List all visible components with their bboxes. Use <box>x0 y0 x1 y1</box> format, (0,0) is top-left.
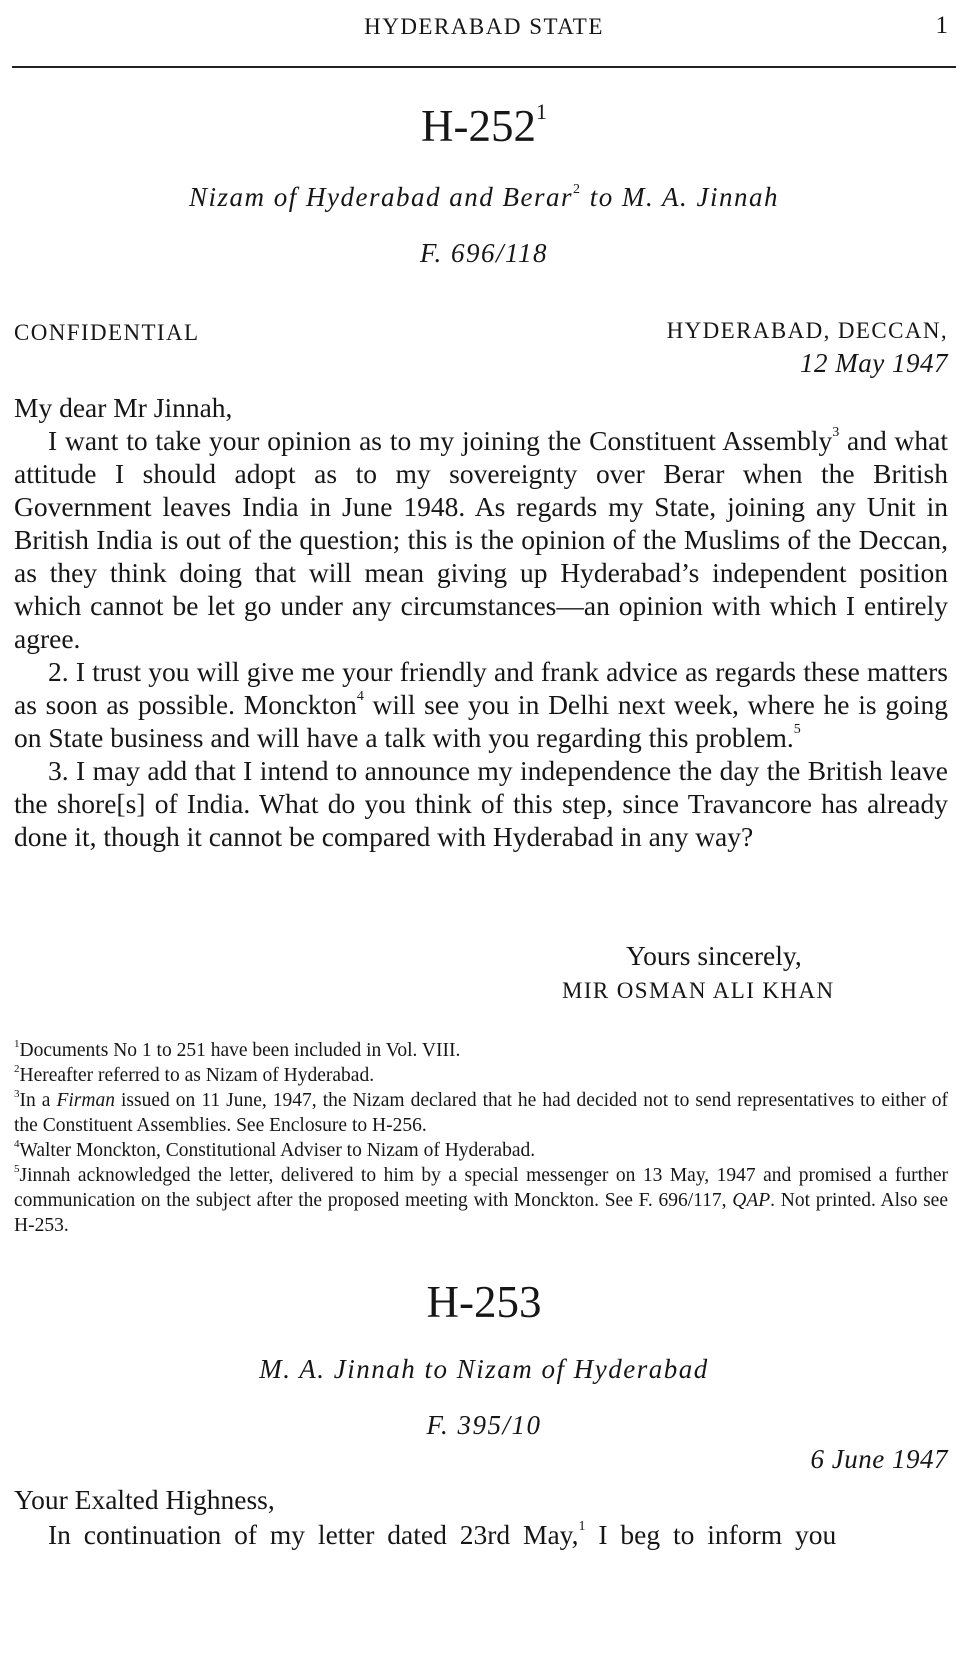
footnote-mark: 5 <box>14 1162 20 1175</box>
footnote-text: issued on 11 June, 1947, the Nizam declared that he had decided not to send representatives to either of the Constituent Assemblies. See Enclosure to H-256. <box>14 1090 948 1136</box>
letter-salutation-2: Your Exalted Highness, <box>14 1484 275 1515</box>
classification-label: CONFIDENTIAL <box>14 320 200 345</box>
footnote-text: Jinnah acknowledged the letter, delivered to him by a special messenger on 13 May, 1947 and promised a further communication on the subject after the proposed meeting with Monckton. See F. 696/117, <box>14 1165 948 1211</box>
footnote-1 <box>14 1038 948 1063</box>
letter-signature: MIR OSMAN ALI KHAN <box>562 978 835 1003</box>
paragraph-text: I want to take your opinion as to my joining the Constituent Assembly <box>48 425 833 456</box>
footnote-mark: 1 <box>14 1037 20 1050</box>
letter-paragraph-1 <box>14 424 948 655</box>
footnote-ref: 2 <box>573 182 582 197</box>
document-id-text: H-252 <box>421 101 536 151</box>
correspondents-from: Nizam of Hyderabad and Berar <box>189 182 573 212</box>
correspondents-line-2: M. A. Jinnah to Nizam of Hyderabad <box>259 1354 709 1384</box>
file-reference-2: F. 395/10 <box>426 1410 542 1440</box>
footnote-italic-term: Firman <box>56 1090 115 1111</box>
footnote-mark: 4 <box>14 1137 20 1150</box>
correspondents-line <box>0 182 968 213</box>
footnote-text: Documents No 1 to 251 have been included in Vol. VIII. <box>19 1040 461 1061</box>
paragraph-text: and what attitude I should adopt as to my sovereignty over Berar when the British Government leaves India in June 1948. As regards my State, joining any Unit in British India is out of the question; this is the opinion of the Muslims of the Deccan, as they think doing that will mean giving up Hyderabad’s independent position which cannot be let go under any circumstances—an opinion with which I entirely agree. <box>14 425 948 654</box>
letter-body <box>14 424 948 853</box>
footnote-2 <box>14 1063 948 1088</box>
footnote-4 <box>14 1138 948 1163</box>
footnote-5 <box>14 1163 948 1238</box>
letter-paragraph-2 <box>14 655 948 754</box>
page-number: 1 <box>935 12 948 39</box>
letter-closing: Yours sincerely, <box>626 940 802 971</box>
file-reference: F. 696/118 <box>419 238 548 268</box>
footnote-text: . Not printed. Also see H-253. <box>14 1190 948 1236</box>
footnote-ref: 3 <box>832 424 840 440</box>
footnotes <box>14 1038 948 1238</box>
footnote-ref: 1 <box>578 1518 586 1534</box>
paragraph-text: In continuation of my letter dated 23rd May, <box>48 1519 579 1550</box>
footnote-mark: 3 <box>14 1087 20 1100</box>
document-id-h252 <box>0 100 968 152</box>
letter-salutation: My dear Mr Jinnah, <box>14 392 233 423</box>
footnote-italic-term: QAP <box>732 1190 771 1211</box>
header-rule <box>12 66 956 68</box>
letter-paragraph-2-1 <box>14 1518 948 1551</box>
correspondents-to: to M. A. Jinnah <box>581 182 779 212</box>
footnote-ref: 4 <box>356 688 364 704</box>
footnote-ref: 5 <box>793 721 801 737</box>
letter-paragraph-3: 3. I may add that I intend to announce my independence the day the British leave the shore[s] of India. What do you think of this step, since Travancore has already done it, though it cannot be compared with Hyderabad in any way? <box>14 755 948 852</box>
running-title: HYDERABAD STATE <box>364 14 604 39</box>
running-header <box>0 12 968 42</box>
paragraph-text: 2. I trust you will give me your friendly and frank advice as regards these matters as soon as possible. Monckton <box>14 656 948 720</box>
footnote-3 <box>14 1088 948 1138</box>
letter-body-2 <box>14 1518 948 1551</box>
paragraph-text: will see you in Delhi next week, where he is going on State business and will have a talk with you regarding this problem. <box>14 689 948 753</box>
footnote-ref: 1 <box>535 99 547 124</box>
footnote-mark: 2 <box>14 1062 20 1075</box>
letter-date-2: 6 June 1947 <box>810 1444 948 1474</box>
document-id-h253: H-253 <box>426 1277 542 1327</box>
letter-date: 12 May 1947 <box>800 348 948 378</box>
footnote-text: Walter Monckton, Constitutional Adviser to Nizam of Hyderabad. <box>19 1140 536 1161</box>
letter-place: HYDERABAD, DECCAN, <box>666 318 948 343</box>
footnote-text: Hereafter referred to as Nizam of Hyderabad. <box>19 1065 375 1086</box>
footnote-text: In a <box>19 1090 57 1111</box>
paragraph-text: I beg to inform you <box>585 1519 837 1550</box>
